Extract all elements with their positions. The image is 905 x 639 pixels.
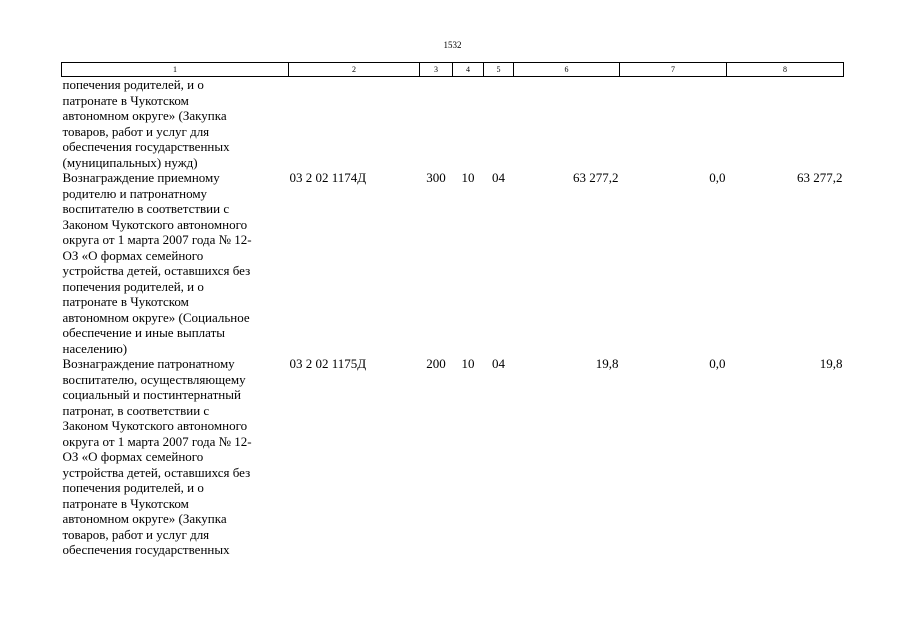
row-col3: 300: [426, 170, 446, 185]
row-col8: [727, 77, 844, 171]
row-code: [289, 77, 420, 171]
row-col3: [420, 77, 453, 171]
column-header: 1: [62, 63, 289, 77]
column-number-header: [62, 63, 844, 77]
column-header: 3: [420, 63, 453, 77]
column-header: 8: [727, 63, 844, 77]
row-col6: 63 277,2: [573, 170, 619, 185]
column-header: 2: [289, 63, 420, 77]
row-col8: 19,8: [819, 356, 843, 371]
row-col6: 19,8: [595, 356, 619, 371]
row-code: 03 2 02 1174Д: [289, 170, 367, 185]
row-col3: 200: [426, 356, 446, 371]
row-col7: 0,0: [709, 356, 726, 371]
row-col4: [453, 77, 484, 171]
row-col4: 10: [461, 356, 475, 371]
column-header: 7: [620, 63, 727, 77]
column-header: 4: [453, 63, 484, 77]
table-row: [62, 77, 844, 171]
budget-table: [61, 62, 844, 558]
page-number: 1532: [443, 40, 462, 50]
table-row: [62, 170, 844, 356]
row-description: Вознаграждение приемному родителю и патронатному воспитателю в соответствии с Законом Чукотского автономного округа от 1 марта 2007 года № 12- ОЗ «О формах семейного устройства детей, оставшихся без попечения родителей, и о патронате в Чукотском автономном округе» (Социальное обеспечение и иные выплаты населению): [62, 170, 252, 356]
row-description: попечения родителей, и о патронате в Чукотском автономном округе» (Закупка товаров, работ и услуг для обеспечения государственных (муниципальных) нужд): [62, 77, 230, 170]
row-col7: [620, 77, 727, 171]
row-description: Вознаграждение патронатному воспитателю, осуществляющему социальный и постинтернатный патронат, в соответствии с Законом Чукотского автономного округа от 1 марта 2007 года № 12- ОЗ «О формах семейного устройства детей, оставшихся без попечения родителей, и о патронате в Чукотском автономном округе» (Закупка товаров, работ и услуг для обеспечения государственных: [62, 356, 252, 557]
table-row: [62, 356, 844, 558]
row-col5: 04: [492, 356, 505, 371]
row-col8: 63 277,2: [797, 170, 843, 185]
row-col5: 04: [492, 170, 505, 185]
column-header: 6: [514, 63, 620, 77]
column-header: 5: [484, 63, 514, 77]
row-col7: 0,0: [709, 170, 726, 185]
row-col6: [514, 77, 620, 171]
row-code: 03 2 02 1175Д: [289, 356, 367, 371]
row-col4: 10: [461, 170, 475, 185]
row-col5: [484, 77, 514, 171]
